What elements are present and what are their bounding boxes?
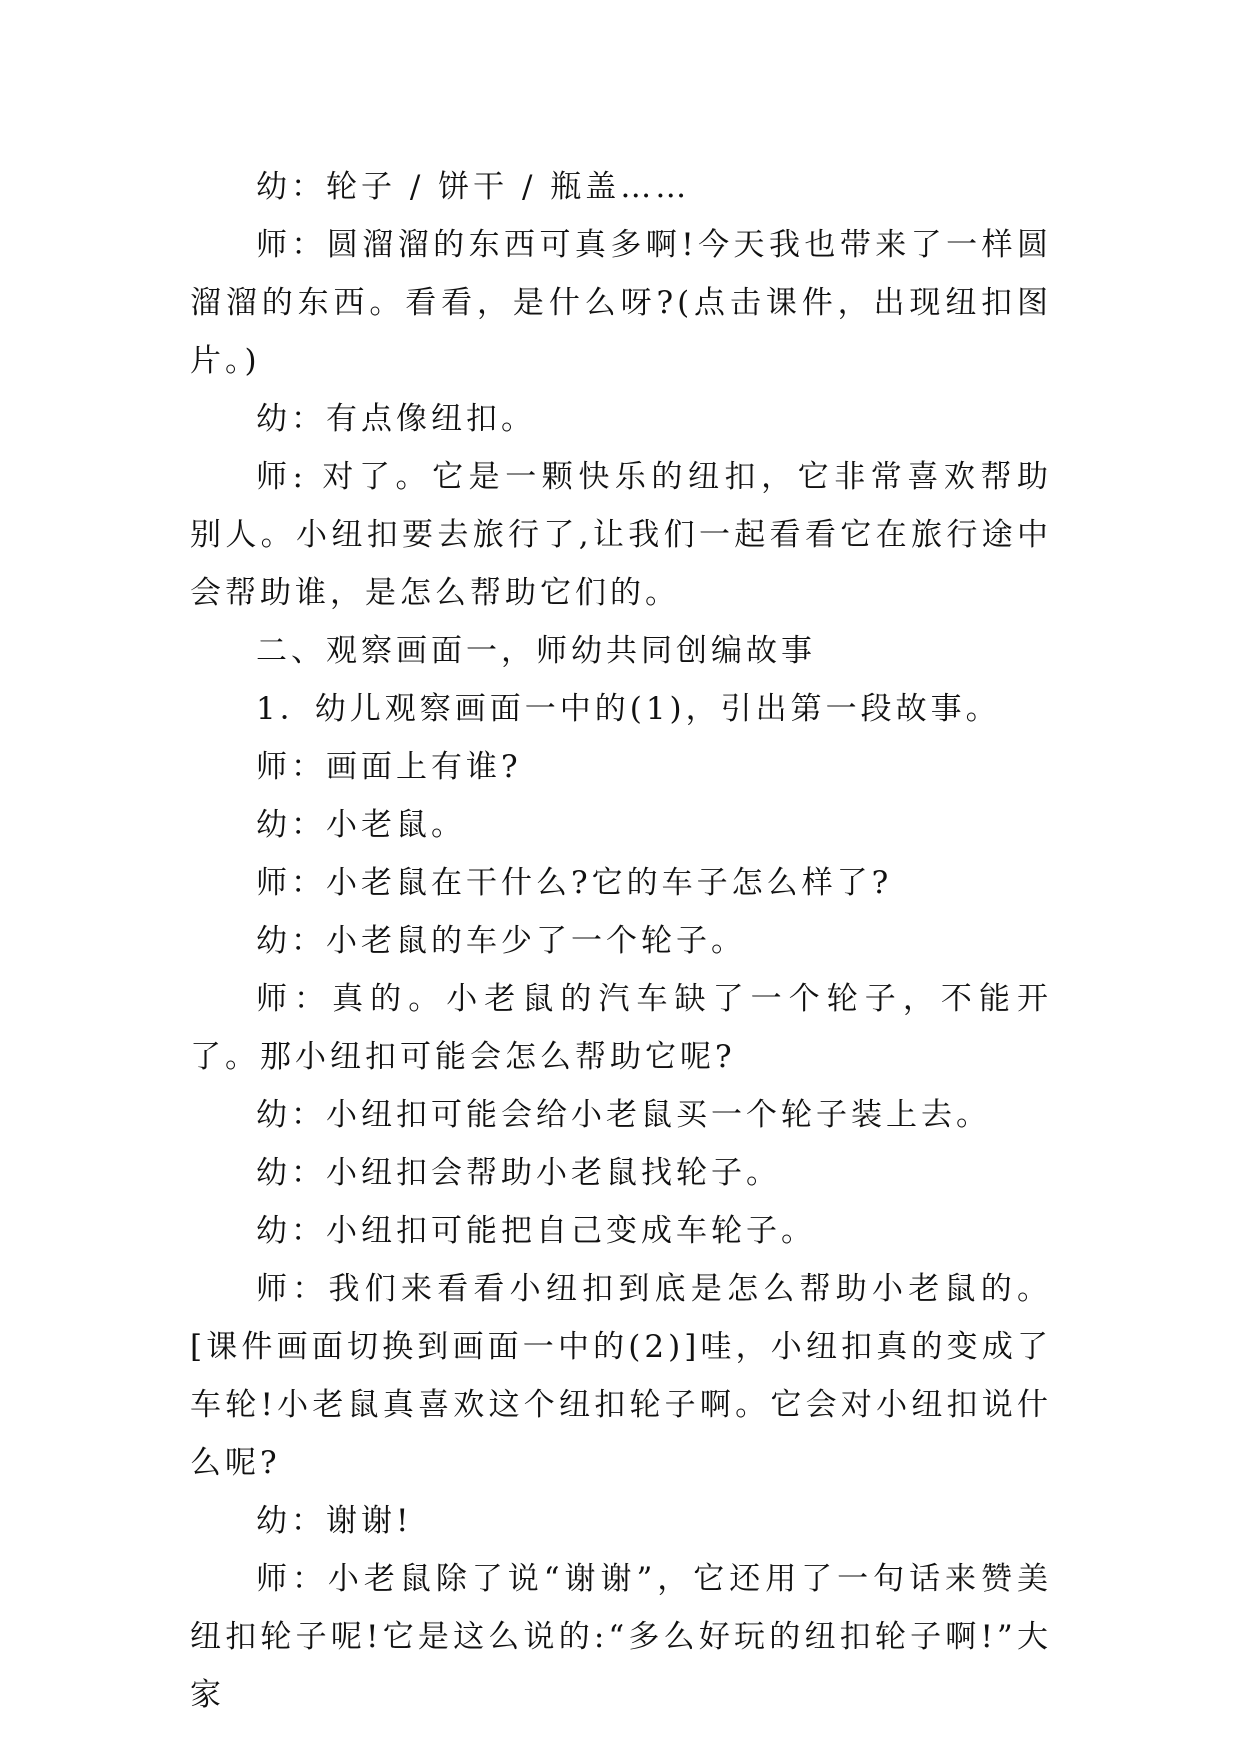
paragraph: 幼：小纽扣可能会给小老鼠买一个轮子装上去。 (256, 1097, 991, 1133)
numbered-item: 1．幼儿观察画面一中的(1)，引出第一段故事。 (256, 691, 1001, 727)
section-heading: 二、观察画面一，师幼共同创编故事 (256, 633, 816, 669)
paragraph: 幼：谢谢! (256, 1503, 413, 1539)
paragraph: 师：画面上有谁? (256, 749, 522, 785)
paragraph: 师: 对了。它是一颗快乐的纽扣，它非常喜欢帮助别人。小纽扣要去旅行了,让我们一起看看它在旅行途中会帮助谁，是怎么帮助它们的。 (190, 459, 1052, 611)
paragraph: 幼：有点像纽扣。 (256, 401, 536, 437)
paragraph: 幼：小纽扣会帮助小老鼠找轮子。 (256, 1155, 781, 1191)
document-body (190, 158, 1052, 1724)
paragraph: 师：小老鼠除了说“谢谢”，它还用了一句话来赞美纽扣轮子呢!它是这么说的:“多么好玩的纽扣轮子啊!”大家 (190, 1561, 1052, 1713)
paragraph: 师：我们来看看小纽扣到底是怎么帮助小老鼠的。[课件画面切换到画面一中的(2)]哇，小纽扣真的变成了车轮!小老鼠真喜欢这个纽扣轮子啊。它会对小纽扣说什么呢? (190, 1271, 1052, 1481)
paragraph: 幼：小老鼠的车少了一个轮子。 (256, 923, 746, 959)
paragraph: 幼：小纽扣可能把自己变成车轮子。 (256, 1213, 816, 1249)
paragraph: 师：圆溜溜的东西可真多啊!今天我也带来了一样圆溜溜的东西。看看，是什么呀?(点击课件，出现纽扣图片。) (190, 227, 1052, 379)
paragraph: 师：真的。小老鼠的汽车缺了一个轮子，不能开了。那小纽扣可能会怎么帮助它呢? (190, 981, 1052, 1075)
paragraph: 幼：轮子 / 饼干 / 瓶盖…… (256, 169, 691, 205)
paragraph: 师：小老鼠在干什么?它的车子怎么样了? (256, 865, 893, 901)
paragraph: 幼：小老鼠。 (256, 807, 466, 843)
